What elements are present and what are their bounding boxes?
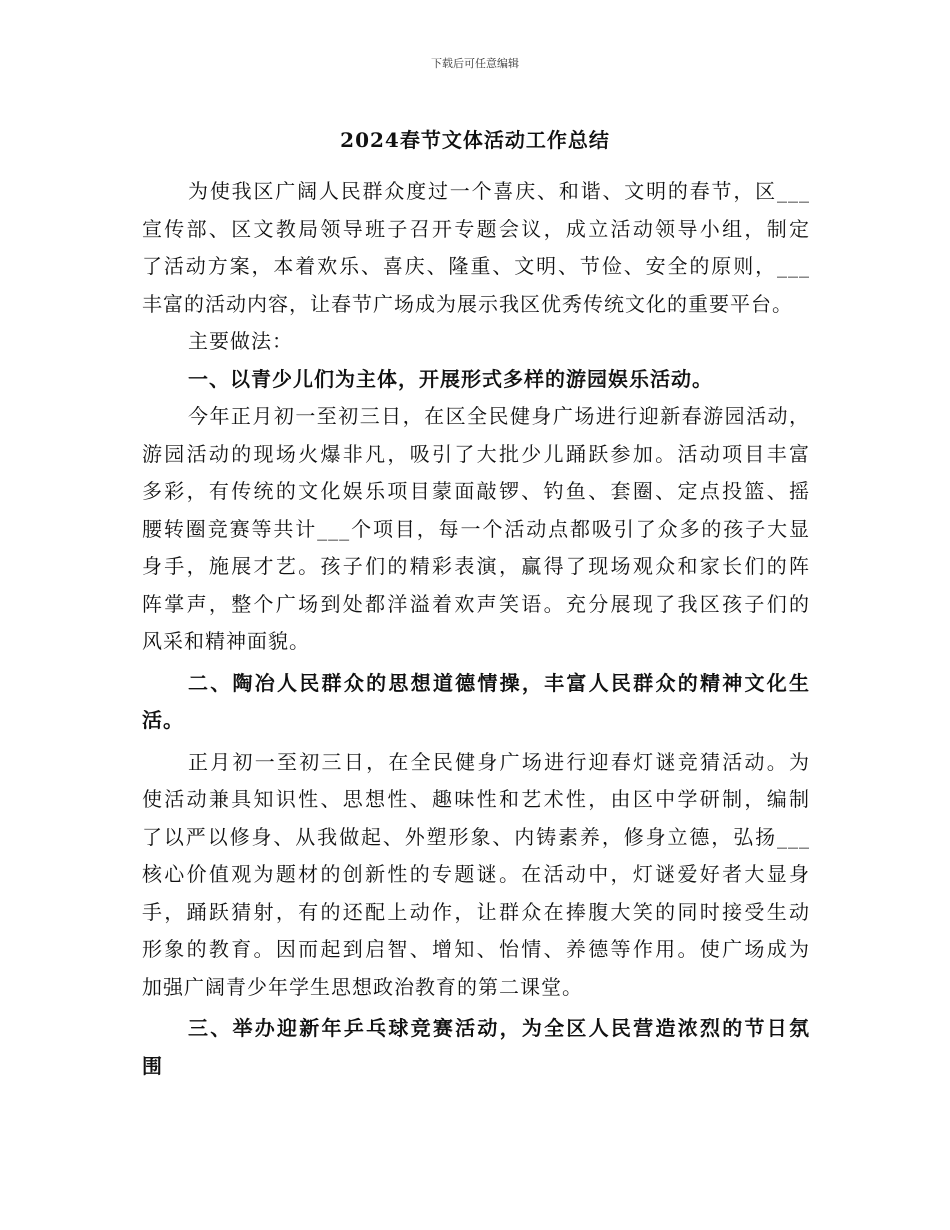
heading-line: 二、陶冶人民群众的思想道德情操，丰富人民群众的精神文化生 [188, 670, 810, 695]
text-line: 了以严以修身、从我做起、外塑形象、内铸素养，修身立德，弘扬___ [142, 824, 810, 849]
text-line: 使活动兼具知识性、思想性、趣味性和艺术性，由区中学研制，编制 [142, 787, 810, 811]
main-methods-label: 主要做法： [188, 329, 293, 353]
text-line: 风采和精神面貌。 [142, 629, 310, 653]
text-line: 多彩，有传统的文化娱乐项目蒙面敲锣、钓鱼、套圈、定点投篮、摇 [142, 479, 810, 503]
section-1-paragraph [142, 398, 810, 661]
text-line: 正月初一至初三日，在全民健身广场进行迎春灯谜竞猜活动。为 [188, 749, 810, 774]
section-1-heading: 一、以青少儿们为主体，开展形式多样的游园娱乐活动。 [188, 366, 713, 391]
text-line: 了活动方案，本着欢乐、喜庆、隆重、文明、节俭、安全的原则，___ [142, 254, 810, 278]
section-2-paragraph [142, 744, 810, 1007]
text-line: 腰转圈竞赛等共计___个项目，每一个活动点都吸引了众多的孩子大显 [142, 516, 810, 541]
section-3-heading [142, 1010, 810, 1085]
heading-line: 三、举办迎新年乒乓球竞赛活动，为全区人民营造浓烈的节日氛 [188, 1016, 810, 1040]
intro-paragraph [142, 173, 810, 323]
text-line: 阵掌声，整个广场到处都洋溢着欢声笑语。充分展现了我区孩子们的 [142, 591, 810, 616]
text-line: 游园活动的现场火爆非凡，吸引了大批少儿踊跃参加。活动项目丰富 [142, 441, 810, 466]
document-body [142, 173, 810, 1085]
text-line: 身手，施展才艺。孩子们的精彩表演，赢得了现场观众和家长们的阵 [142, 554, 810, 578]
text-line: 加强广阔青少年学生思想政治教育的第二课堂。 [142, 974, 583, 999]
text-line: 今年正月初一至初三日，在区全民健身广场进行迎新春游园活动， [188, 404, 810, 428]
text-line: 丰富的活动内容，让春节广场成为展示我区优秀传统文化的重要平台。 [142, 291, 793, 316]
section-2-heading [142, 665, 810, 740]
text-line: 手，踊跃猜射，有的还配上动作，让群众在捧腹大笑的同时接受生动 [142, 899, 810, 924]
text-line: 核心价值观为题材的创新性的专题谜。在活动中，灯谜爱好者大显身 [142, 862, 810, 886]
page-header-note: 下载后可任意编辑 [431, 57, 519, 70]
heading-line: 围 [142, 1053, 163, 1078]
heading-line: 活。 [142, 708, 184, 732]
text-line: 为使我区广阔人民群众度过一个喜庆、和谐、文明的春节，区___ [188, 179, 810, 203]
text-line: 宣传部、区文教局领导班子召开专题会议，成立活动领导小组，制定 [142, 216, 810, 241]
document-title: 2024春节文体活动工作总结 [340, 128, 610, 152]
text-line: 形象的教育。因而起到启智、增知、怡情、养德等作用。使广场成为 [142, 937, 810, 961]
